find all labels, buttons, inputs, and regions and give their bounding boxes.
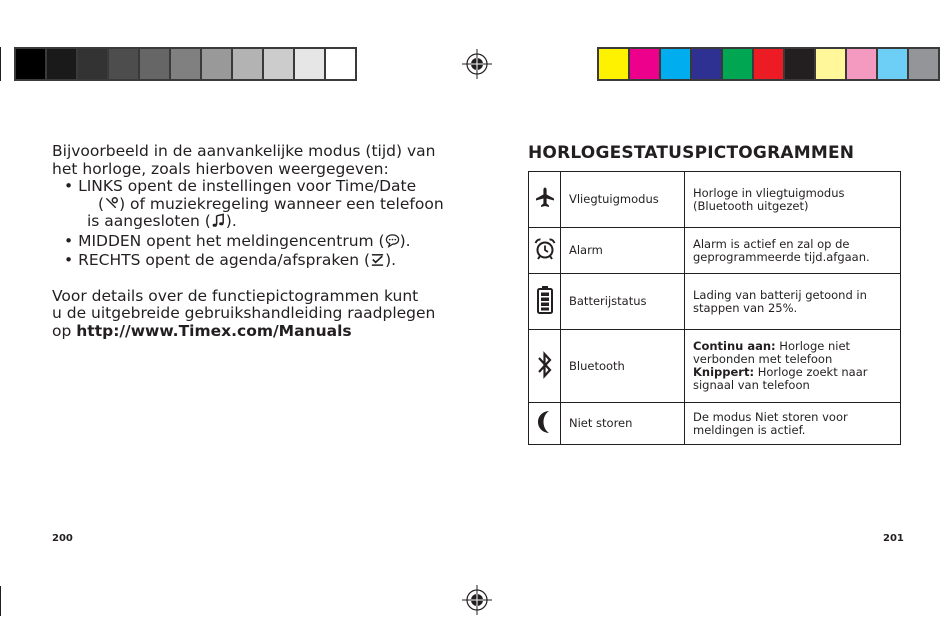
color-swatch (909, 49, 938, 79)
gray-swatch (295, 49, 324, 79)
gray-swatch (264, 49, 293, 79)
chat-bubble-icon (385, 233, 400, 248)
table-row (529, 228, 901, 274)
gray-swatch (326, 49, 355, 79)
color-swatch (878, 49, 907, 79)
gray-swatch (78, 49, 107, 79)
status-name: Niet storen (561, 403, 685, 445)
color-swatch (692, 49, 721, 79)
status-icon-table (528, 171, 901, 445)
crop-mark-bottom-left (0, 586, 1, 616)
gray-swatch (171, 49, 200, 79)
alarm-clock-icon (533, 237, 557, 261)
status-name: Alarm (561, 228, 685, 274)
intro-text: Bijvoorbeeld in de aanvankelijke modus (tijd) van het horloge, zoals hierboven weergegeven: (52, 142, 436, 178)
crop-mark-top-left (0, 47, 1, 81)
color-swatch (785, 49, 814, 79)
grayscale-calibration-bar (14, 47, 357, 81)
moon-icon (533, 409, 557, 435)
table-row (529, 330, 901, 403)
left-page-body (52, 143, 452, 340)
color-swatch (723, 49, 752, 79)
gray-swatch (109, 49, 138, 79)
battery-icon (533, 285, 557, 315)
music-note-icon (211, 213, 226, 228)
table-row (529, 274, 901, 330)
status-name: Bluetooth (561, 330, 685, 403)
gray-swatch (233, 49, 262, 79)
color-swatch (630, 49, 659, 79)
manuals-link[interactable]: http://www.Timex.com/Manuals (76, 321, 352, 340)
details-text: Voor details over de functiepictogrammen kunt u de uitgebreide gebruikshandleiding raadplegen op http://www.Timex.com/Manuals (52, 286, 436, 340)
status-description: Continu aan: Horloge niet verbonden met telefoon Knippert: Horloge zoekt naar signaal van telefoon (685, 330, 901, 403)
status-description: Alarm is actief en zal op de geprogrammeerde tijd.afgaan. (685, 228, 901, 274)
page-number-right: 201 (883, 533, 904, 544)
status-name: Batterijstatus (561, 274, 685, 330)
color-swatch (599, 49, 628, 79)
color-swatch (816, 49, 845, 79)
table-row (529, 403, 901, 445)
bullet-left-button: • LINKS opent de instellingen voor Time/Date ( ) of muziekregeling wanneer een telefoon is aangesloten ( ). (64, 177, 444, 230)
table-row (529, 172, 901, 228)
bullet-middle-button: • MIDDEN opent het meldingencentrum ( ). (64, 231, 411, 250)
registration-mark-top (462, 49, 492, 79)
gray-swatch (16, 49, 45, 79)
calendar-check-icon (370, 252, 385, 267)
color-swatch (754, 49, 783, 79)
status-description: De modus Niet storen voor meldingen is actief. (685, 403, 901, 445)
wrench-icon (104, 196, 119, 211)
gray-swatch (47, 49, 76, 79)
page-number-left: 200 (52, 533, 73, 544)
status-name: Vliegtuigmodus (561, 172, 685, 228)
bluetooth-icon (533, 349, 557, 381)
airplane-icon (533, 186, 557, 210)
gray-swatch (202, 49, 231, 79)
status-description: Horloge in vliegtuigmodus (Bluetooth uitgezet) (685, 172, 901, 228)
gray-swatch (140, 49, 169, 79)
status-description: Lading van batterij getoond in stappen van 25%. (685, 274, 901, 330)
page-title: HORLOGESTATUSPICTOGRAMMEN (528, 143, 855, 163)
color-swatch (847, 49, 876, 79)
color-swatch (661, 49, 690, 79)
bullet-right-button: • RECHTS opent de agenda/afspraken ( ). (64, 251, 397, 269)
registration-mark-bottom (462, 585, 492, 615)
color-calibration-bar (597, 47, 940, 81)
